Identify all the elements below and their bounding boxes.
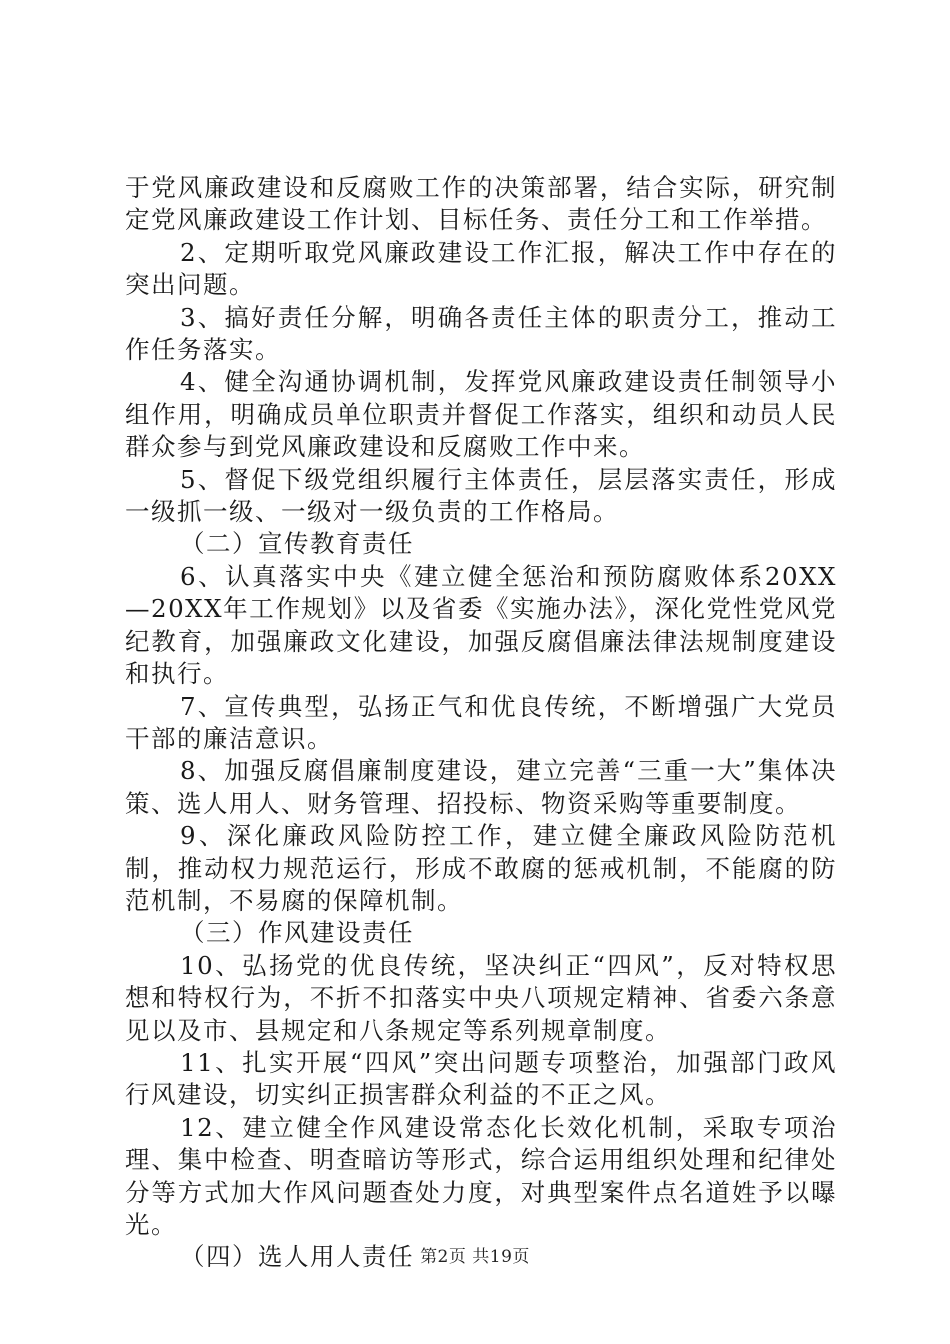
section-heading: （二）宣传教育责任 bbox=[180, 529, 414, 559]
paragraph: 6、认真落实中央《建立健全惩治和预防腐败体系20XX—20XX年工作规划》以及省委《实施办法》，深化党性党风党纪教育，加强廉政文化建设，加强反腐倡廉法律法规制度建设和执行。 bbox=[125, 561, 837, 689]
paragraph: 9、深化廉政风险防控工作，建立健全廉政风险防范机制，推动权力规范运行，形成不敢腐的惩戒机制，不能腐的防范机制，不易腐的保障机制。 bbox=[125, 821, 837, 915]
paragraph: 4、健全沟通协调机制，发挥党风廉政建设责任制领导小组作用，明确成员单位职责并督促工作落实，组织和动员人民群众参与到党风廉政建设和反腐败工作中来。 bbox=[125, 367, 837, 462]
paragraph: 于党风廉政建设和反腐败工作的决策部署，结合实际，研究制定党风廉政建设工作计划、目标任务、责任分工和工作举措。 bbox=[125, 173, 837, 235]
paragraph: 11、扎实开展“四风”突出问题专项整治，加强部门政风行风建设，切实纠正损害群众利益的不正之风。 bbox=[125, 1047, 837, 1110]
paragraph: 8、加强反腐倡廉制度建设，建立完善“三重一大”集体决策、选人用人、财务管理、招投标、物资采购等重要制度。 bbox=[125, 756, 837, 818]
paragraph: 12、建立健全作风建设常态化长效化机制，采取专项治理、集中检查、明查暗访等形式，综合运用组织处理和纪律处分等方式加大作风问题查处力度，对典型案件点名道姓予以曝光。 bbox=[125, 1112, 837, 1239]
paragraph: 7、宣传典型，弘扬正气和优良传统，不断增强广大党员干部的廉洁意识。 bbox=[125, 691, 837, 753]
paragraph: 5、督促下级党组织履行主体责任，层层落实责任，形成一级抓一级、一级对一级负责的工作格局。 bbox=[125, 464, 837, 527]
paragraph: 2、定期听取党风廉政建设工作汇报，解决工作中存在的突出问题。 bbox=[125, 237, 837, 300]
paragraph: 3、搞好责任分解，明确各责任主体的职责分工，推动工作任务落实。 bbox=[125, 302, 837, 365]
paragraph: 10、弘扬党的优良传统，坚决纠正“四风”，反对特权思想和特权行为，不折不扣落实中央八项规定精神、省委六条意见以及市、县规定和八条规定等系列规章制度。 bbox=[125, 950, 837, 1045]
page-number: 第2页 共19页 bbox=[420, 1247, 530, 1267]
section-heading: （三）作风建设责任 bbox=[180, 918, 414, 948]
section-heading: （四）选人用人责任 bbox=[180, 1242, 414, 1272]
document-body bbox=[125, 172, 837, 1274]
